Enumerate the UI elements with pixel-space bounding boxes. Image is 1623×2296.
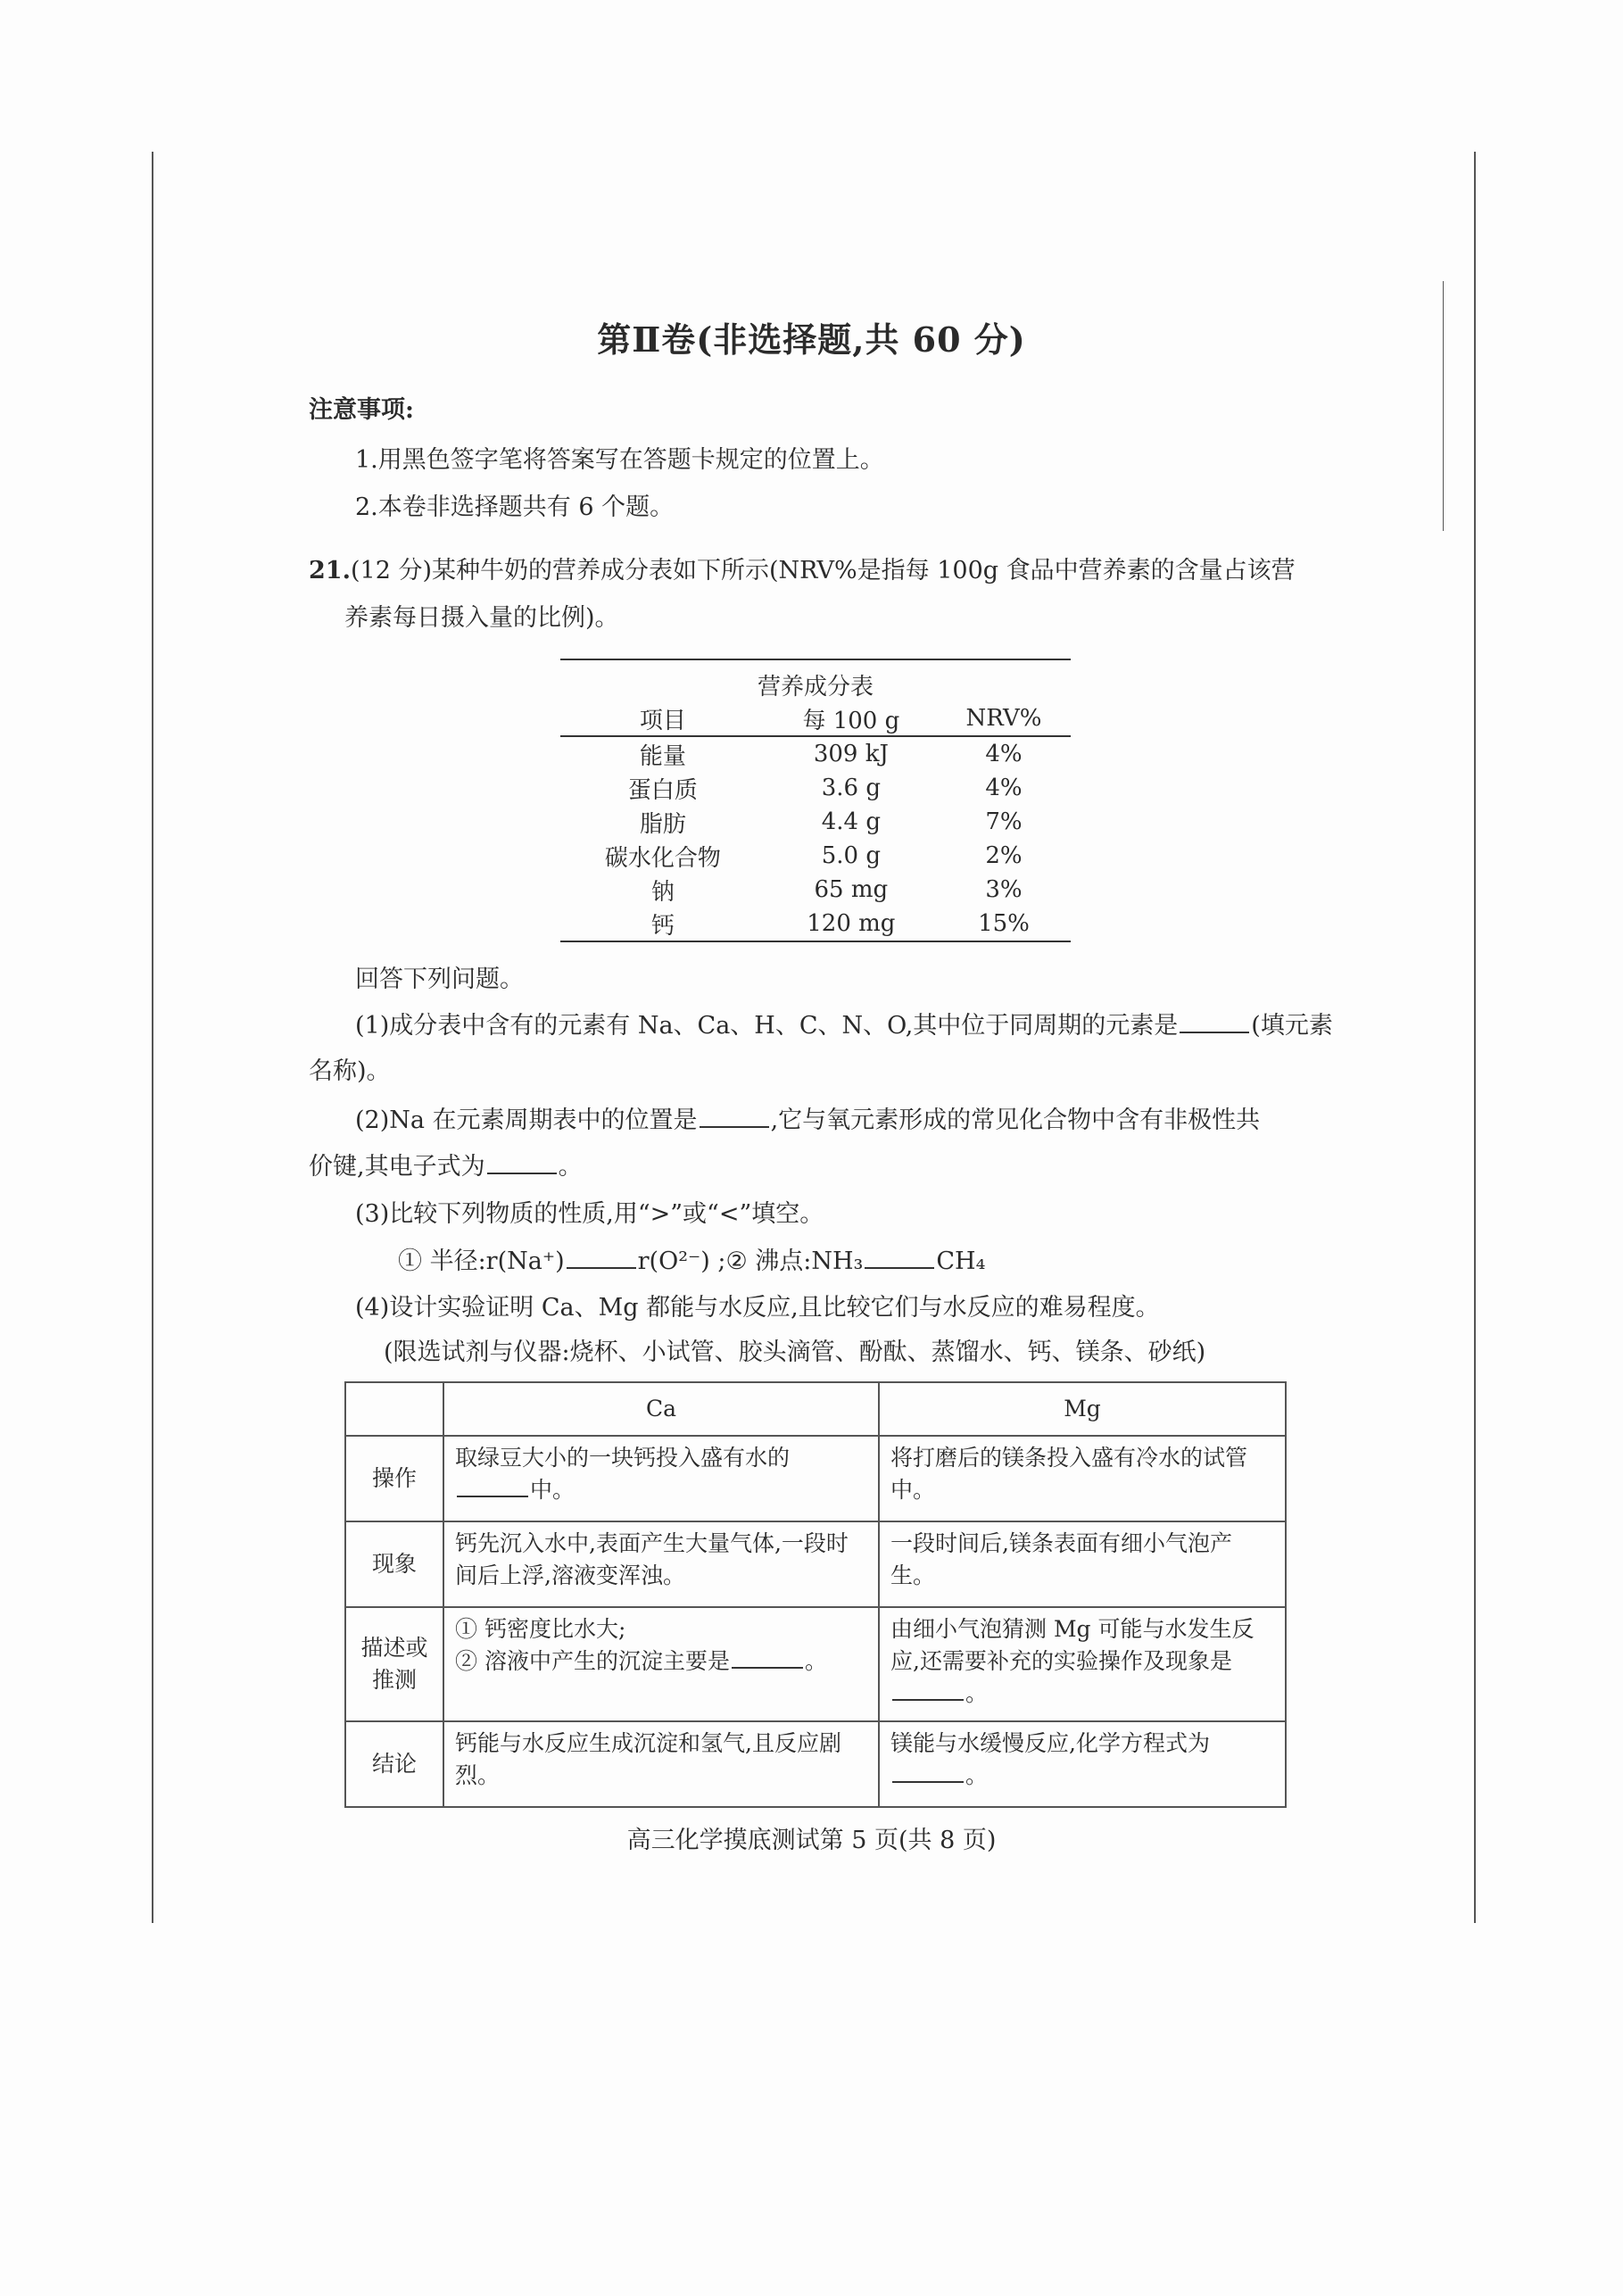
answer-prompt: 回答下列问题。 [355,966,524,993]
corner-cell [345,1382,443,1436]
cell-amount: 309 kJ [813,741,889,767]
nutrition-header-nrv: NRV% [937,701,1071,736]
cell-item: 能量 [639,742,686,770]
answer-blank[interactable] [732,1645,803,1669]
answer-blank[interactable] [457,1474,528,1497]
notice-heading: 注意事项: [309,396,414,424]
answer-blank[interactable] [487,1151,557,1174]
row-label-inference [345,1607,443,1721]
question-21-line2: 养素每日摄入量的比例)。 [344,604,619,632]
row-label-conclusion: 结论 [345,1721,443,1807]
ca-inference-1: ① 钙密度比水大; [455,1616,626,1642]
table-row [560,839,1071,873]
subquestion-2-cont [309,1149,583,1185]
ca-inference-2: ② 溶液中产生的沉淀主要是 [455,1648,730,1674]
nutrition-table [560,659,1071,942]
cell-mg-inference [879,1607,1286,1721]
experiment-table [344,1381,1287,1808]
cell-item: 碳水化合物 [604,844,721,872]
table-row [560,771,1071,805]
answer-blank[interactable] [865,1246,934,1269]
ca-operation-text: 取绿豆大小的一块钙投入盛有水的 [455,1445,791,1471]
cell-nrv: 7% [985,808,1023,835]
section-title: 第Ⅱ卷(非选择题,共 60 分) [597,319,1026,360]
answer-blank[interactable] [1180,1010,1249,1033]
page-footer: 高三化学摸底测试第 5 页(共 8 页) [626,1827,997,1854]
nutrition-header-item: 项目 [560,701,766,736]
subquestion-3: (3)比较下列物质的性质,用“>”或“<”填空。 [355,1200,824,1228]
left-margin-line [152,152,153,1923]
row-label-inference-b: 推测 [371,1667,417,1693]
ca-operation-text-end: 中。 [530,1477,576,1503]
subquestion-3-items [398,1244,985,1280]
cell-ca-phenomenon: 钙先沉入水中,表面产生大量气体,一段时间后上浮,溶液变浑浊。 [443,1521,879,1607]
subquestion-2-text: (2)Na 在元素周期表中的位置是 [355,1107,698,1134]
cell-item: 脂肪 [639,810,686,838]
cell-item: 蛋白质 [627,776,698,804]
ch4-text: CH₄ [936,1247,986,1275]
nutrition-caption: 营养成分表 [560,659,1071,701]
cell-ca-inference [443,1607,879,1721]
subquestion-2-text-end: 价键,其电子式为 [309,1153,485,1181]
column-header-mg: Mg [879,1382,1286,1436]
subquestion-1 [355,1008,1333,1044]
cell-amount: 4.4 g [821,808,881,835]
subquestion-4: (4)设计实验证明 Ca、Mg 都能与水反应,且比较它们与水反应的难易程度。 [355,1294,1160,1322]
period: 。 [965,1762,989,1788]
period: 。 [804,1648,827,1674]
cell-nrv: 2% [985,842,1023,869]
nutrition-header-per100g: 每 100 g [766,701,937,736]
answer-blank[interactable] [892,1678,964,1701]
answer-blank[interactable] [700,1105,769,1128]
cell-nrv: 4% [985,775,1023,801]
cell-mg-conclusion [879,1721,1286,1807]
cell-nrv: 4% [985,741,1023,767]
row-label-phenomenon: 现象 [345,1521,443,1607]
cell-mg-operation: 将打磨后的镁条投入盛有冷水的试管中。 [879,1436,1286,1521]
right-margin-line [1474,152,1476,1923]
table-row [560,736,1071,771]
question-21-text: (12 分)某种牛奶的营养成分表如下所示(NRV%是指每 100g 食品中营养素的含量占该营 [350,557,1296,584]
question-number: 21. [309,557,351,584]
period: 。 [558,1153,583,1181]
mg-inference-text: 由细小气泡猜测 Mg 可能与水发生反应,还需要补充的实验操作及现象是 [890,1616,1255,1674]
mg-conclusion-text: 镁能与水缓慢反应,化学方程式为 [890,1730,1210,1756]
cell-amount: 3.6 g [821,775,881,801]
subquestion-1-cont: 名称)。 [309,1057,391,1085]
cell-ca-operation [443,1436,879,1521]
notice-item-2: 2.本卷非选择题共有 6 个题。 [355,493,675,521]
cell-amount: 65 mg [814,876,889,903]
cell-ca-conclusion: 钙能与水反应生成沉淀和氢气,且反应剧烈。 [443,1721,879,1807]
cell-item: 钙 [560,907,766,941]
subquestion-4-note: (限选试剂与仪器:烧杯、小试管、胶头滴管、酚酞、蒸馏水、钙、镁条、砂纸) [384,1339,1206,1366]
answer-blank[interactable] [892,1760,964,1783]
cell-amount: 120 mg [766,907,937,941]
notice-item-1: 1.用黑色签字笔将答案写在答题卡规定的位置上。 [355,446,884,474]
row-label-inference-a: 描述或 [360,1635,428,1661]
question-21-line1 [309,553,1296,589]
table-row [560,873,1071,907]
table-row [560,907,1071,941]
cell-amount: 5.0 g [821,842,881,869]
table-row [560,805,1071,839]
column-header-ca: Ca [443,1382,879,1436]
cell-nrv: 3% [985,876,1023,903]
cell-nrv: 15% [937,907,1071,941]
subquestion-2 [355,1103,1260,1139]
answer-blank[interactable] [567,1246,636,1269]
cell-item: 钠 [650,878,675,906]
subquestion-2-text-cont: ,它与氧元素形成的常见化合物中含有非极性共 [770,1107,1261,1134]
subquestion-1-hint: (填元素 [1251,1012,1333,1040]
period: 。 [965,1680,989,1706]
cell-mg-phenomenon: 一段时间后,镁条表面有细小气泡产生。 [879,1521,1286,1607]
row-label-operation: 操作 [345,1436,443,1521]
subquestion-1-text: (1)成分表中含有的元素有 Na、Ca、H、C、N、O,其中位于同周期的元素是 [355,1012,1179,1040]
boiling-point-text: r(O²⁻) ;② 沸点:NH₃ [637,1247,864,1275]
radius-compare-text: ① 半径:r(Na⁺) [398,1247,565,1275]
